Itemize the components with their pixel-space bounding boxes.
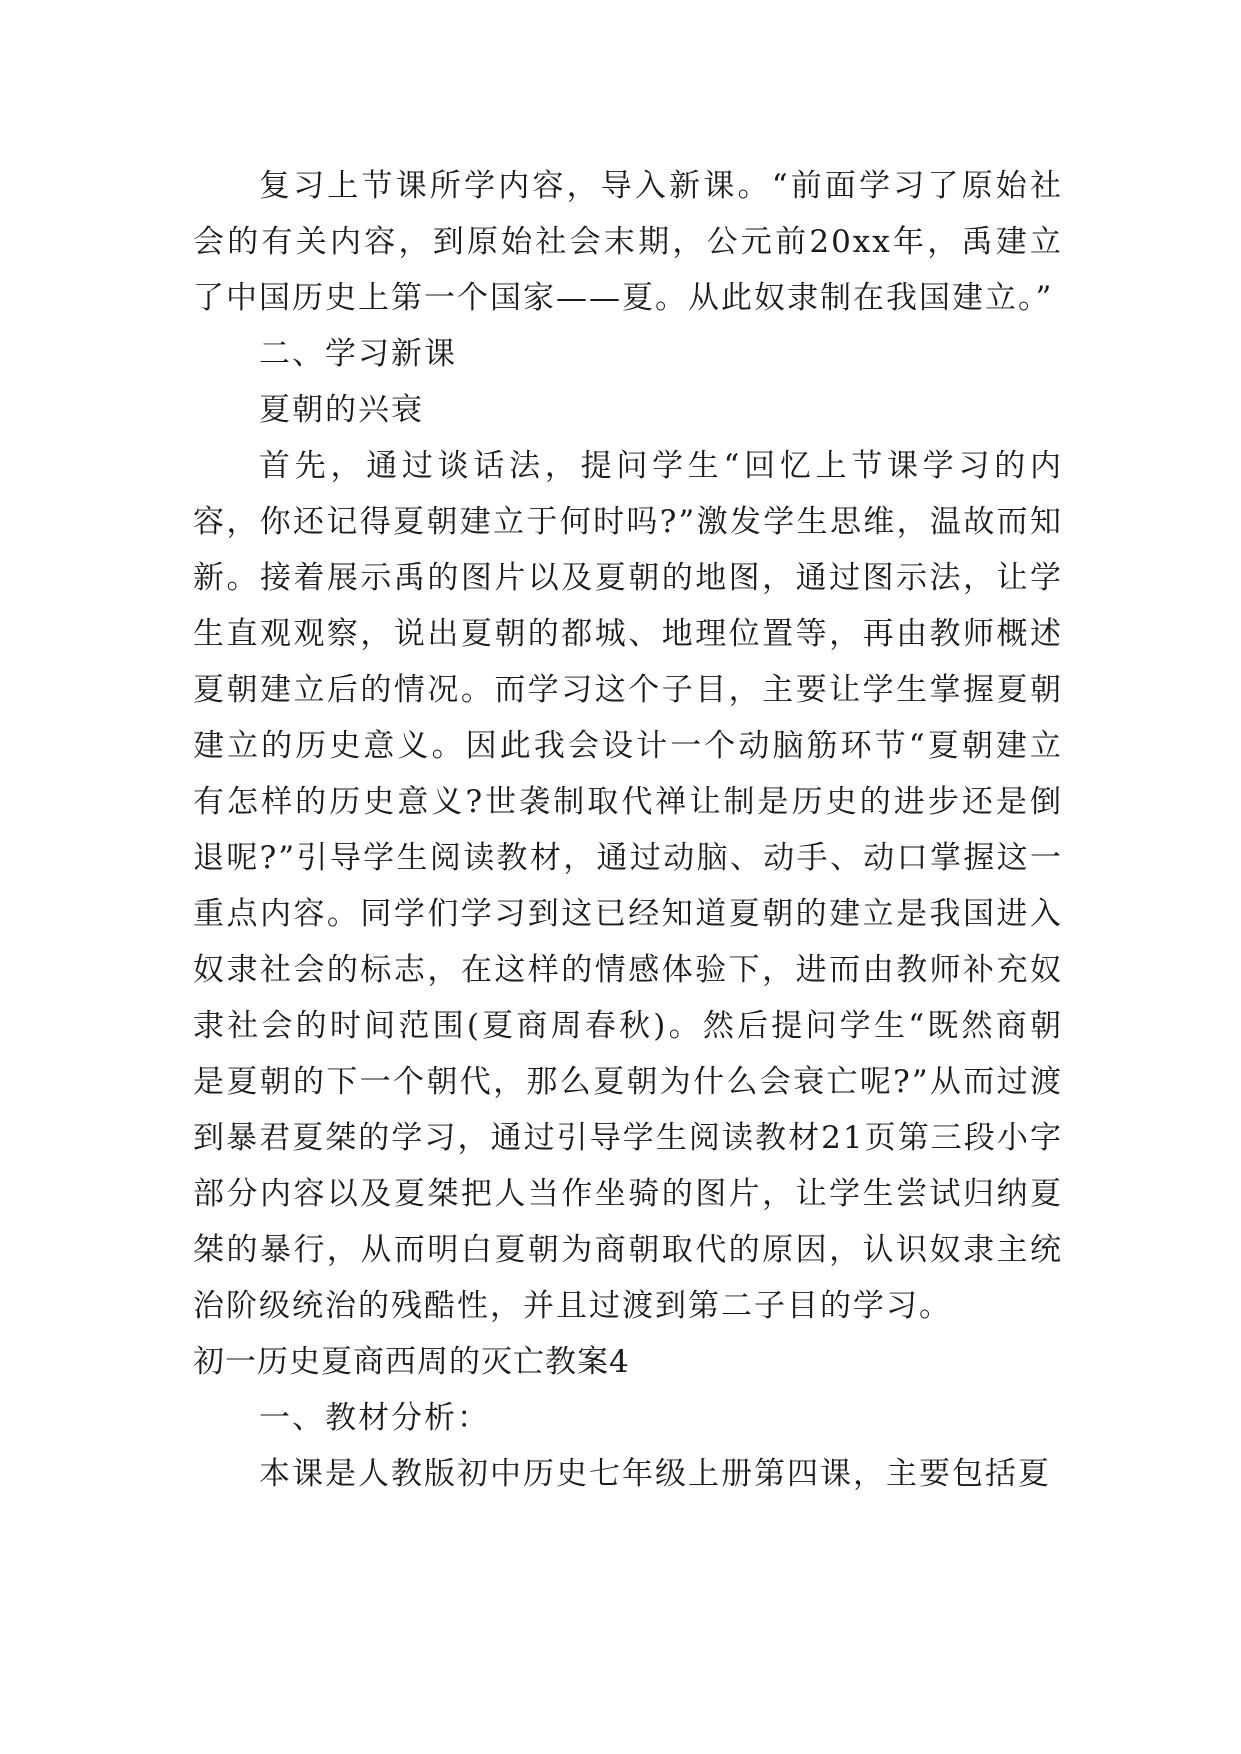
subsection-heading-xia-rise-fall: 夏朝的兴衰 [259, 392, 424, 428]
document-page [193, 158, 1063, 1502]
paragraph-review: 复习上节课所学内容，导入新课。“前面学习了原始社会的有关内容，到原始社会末期，公元前20xx年，禹建立了中国历史上第一个国家——夏。从此奴隶制在我国建立。” [193, 168, 1063, 316]
paragraph-xia-lesson: 首先，通过谈话法，提问学生“回忆上节课学习的内容，你还记得夏朝建立于何时吗?”激发学生思维，温故而知新。接着展示禹的图片以及夏朝的地图，通过图示法，让学生直观观察，说出夏朝的都城、地理位置等，再由教师概述夏朝建立后的情况。而学习这个子目，主要让学生掌握夏朝建立的历史意义。因此我会设计一个动脑筋环节“夏朝建立有怎样的历史意义?世袭制取代禅让制是历史的进步还是倒退呢?”引导学生阅读教材，通过动脑、动手、动口掌握这一重点内容。同学们学习到这已经知道夏朝的建立是我国进入奴隶社会的标志，在这样的情感体验下，进而由教师补充奴隶社会的时间范围(夏商周春秋)。然后提问学生“既然商朝是夏朝的下一个朝代，那么夏朝为什么会衰亡呢?”从而过渡到暴君夏桀的学习，通过引导学生阅读教材21页第三段小字部分内容以及夏桀把人当作坐骑的图片，让学生尝试归纳夏桀的暴行，从而明白夏朝为商朝取代的原因，认识奴隶主统治阶级统治的残酷性，并且过渡到第二子目的学习。 [193, 448, 1063, 1324]
section-heading-textbook-analysis: 一、教材分析： [259, 1400, 490, 1436]
paragraph-textbook-intro: 本课是人教版初中历史七年级上册第四课，主要包括夏 [259, 1456, 1051, 1492]
section-heading-learn-new: 二、学习新课 [259, 336, 457, 372]
lesson-plan-title: 初一历史夏商西周的灭亡教案4 [193, 1344, 630, 1380]
